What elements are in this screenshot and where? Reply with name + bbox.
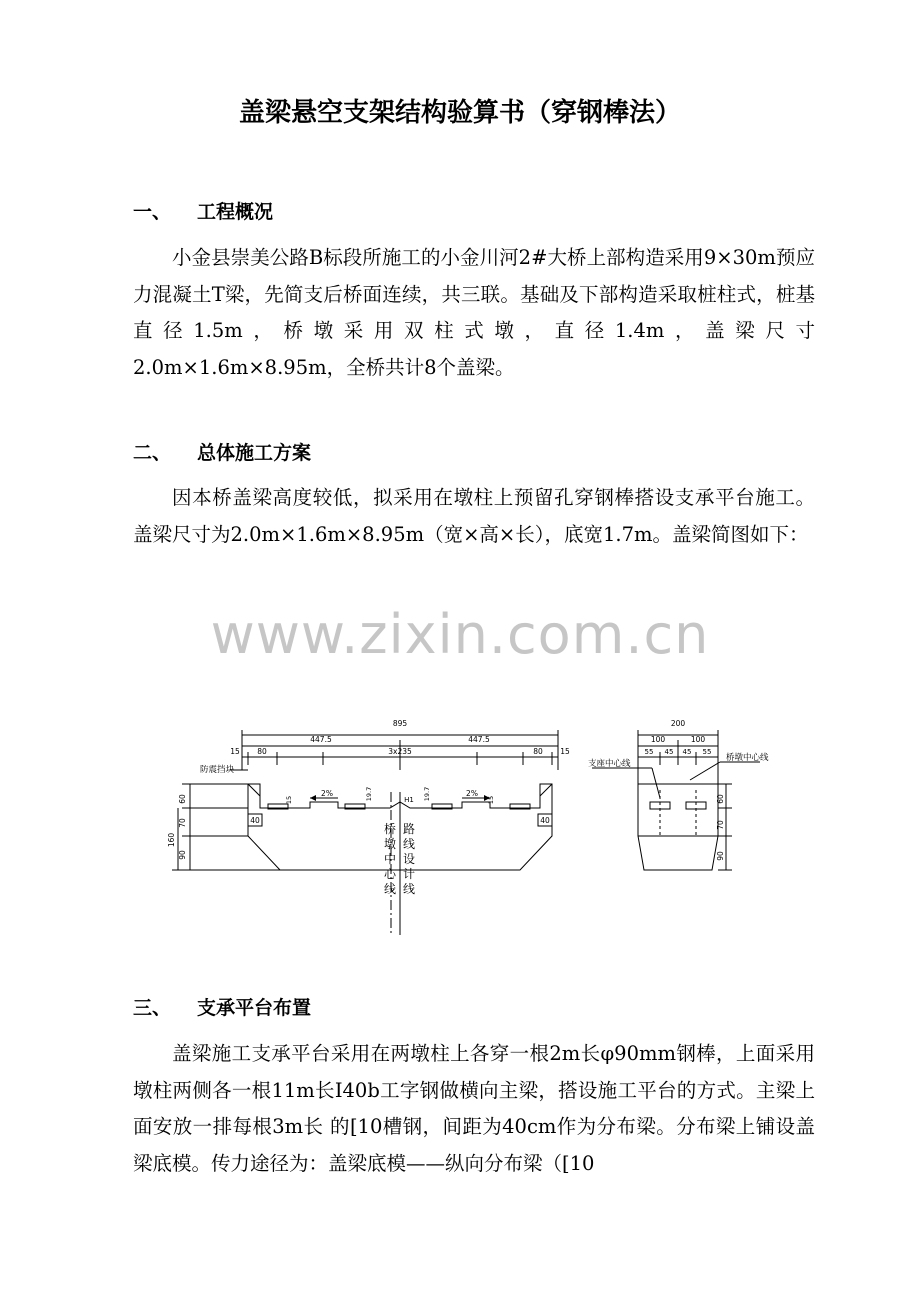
tick-19-right: 19.7 (423, 786, 431, 802)
dim-height-90: 90 (178, 850, 187, 860)
document-title: 盖梁悬空支架结构验算书（穿钢棒法） (238, 98, 681, 128)
label-anti-seismic-block: 防震挡块 (200, 765, 235, 775)
side-dim-70: 70 (716, 820, 725, 830)
side-dim-total: 200 (670, 719, 686, 728)
tick-15-right: 15 (487, 795, 495, 805)
tick-15-left: 15 (285, 795, 293, 805)
label-pier-center-line: 桥墩中心线 (383, 822, 396, 896)
section-3-title: 支承平台布置 (197, 997, 312, 1019)
side-dim-55-right: 55 (702, 748, 712, 756)
side-dim-100-right: 100 (690, 735, 706, 744)
dim-height-60: 60 (178, 794, 187, 804)
section-1-heading (133, 197, 273, 224)
section-2-number: 二、 (133, 442, 172, 464)
dim-height-70: 70 (178, 818, 187, 828)
cap-beam-drawing (160, 710, 780, 950)
section-2-paragraph: 因本桥盖梁高度较低，拟采用在墩柱上预留孔穿钢棒搭设支承平台施工。盖梁尺寸为2.0m×1.6m×8.95m（宽×高×长），底宽1.7m。盖梁简图如下： (133, 486, 815, 546)
tick-h1: H1 (404, 796, 414, 804)
dim-half-right: 447.5 (468, 735, 490, 744)
dim-total-length: 895 (392, 719, 408, 728)
dim-15-left: 15 (230, 747, 240, 756)
side-dim-100-left: 100 (650, 735, 666, 744)
side-dim-45-left: 45 (664, 748, 674, 756)
section-1-paragraph: 小金县崇美公路B标段所施工的小金川河2#大桥上部构造采用9×30m预应力混凝土T梁，先简支后桥面连续，共三联。基础及下部构造采取桩柱式，桩基直径1.5m，桥墩采用双柱式墩，直径1.4m，盖梁尺寸2.0m×1.6m×8.95m，全桥共计8个盖梁。 (133, 246, 815, 379)
section-2-heading (133, 438, 311, 465)
section-3-paragraph: 盖梁施工支承平台采用在两墩柱上各穿一根2m长φ90mm钢棒，上面采用墩柱两侧各一根11m长I40b工字钢做横向主梁，搭设施工平台的方式。主梁上面安放一排每根3m长 的[10槽钢，间距为40cm作为分布梁。分布梁上铺设盖梁底模。传力途径为：盖梁底模——纵向分布梁（[10 (133, 1042, 815, 1175)
side-dim-55-left: 55 (644, 748, 654, 756)
section-1-number: 一、 (133, 201, 172, 223)
watermark: www.zixin.com.cn (210, 603, 710, 666)
section-3-heading (133, 993, 311, 1020)
section-3-number: 三、 (133, 997, 172, 1019)
slope-right: 2% (466, 789, 478, 798)
dim-80-left: 80 (257, 747, 267, 756)
section-1-title: 工程概况 (197, 201, 274, 223)
section-2-title: 总体施工方案 (197, 442, 312, 464)
side-dim-45-right: 45 (682, 748, 692, 756)
dim-15-right: 15 (560, 747, 570, 756)
dim-middle: 3x235 (388, 747, 412, 756)
dim-half-left: 447.5 (310, 735, 332, 744)
dim-40-left: 40 (250, 816, 260, 825)
dim-height-160: 160 (167, 832, 176, 848)
label-support-centerline: 支座中心线 (588, 759, 631, 769)
label-pier-centerline: 桥墩中心线 (726, 753, 769, 763)
label-road-design-line: 路线设计线 (402, 822, 415, 896)
dim-40-right: 40 (540, 816, 550, 825)
side-dim-90: 90 (716, 851, 725, 861)
slope-left: 2% (321, 789, 333, 798)
side-dim-60: 60 (716, 794, 725, 804)
tick-19-left: 19.7 (365, 786, 373, 802)
dim-80-right: 80 (533, 747, 543, 756)
